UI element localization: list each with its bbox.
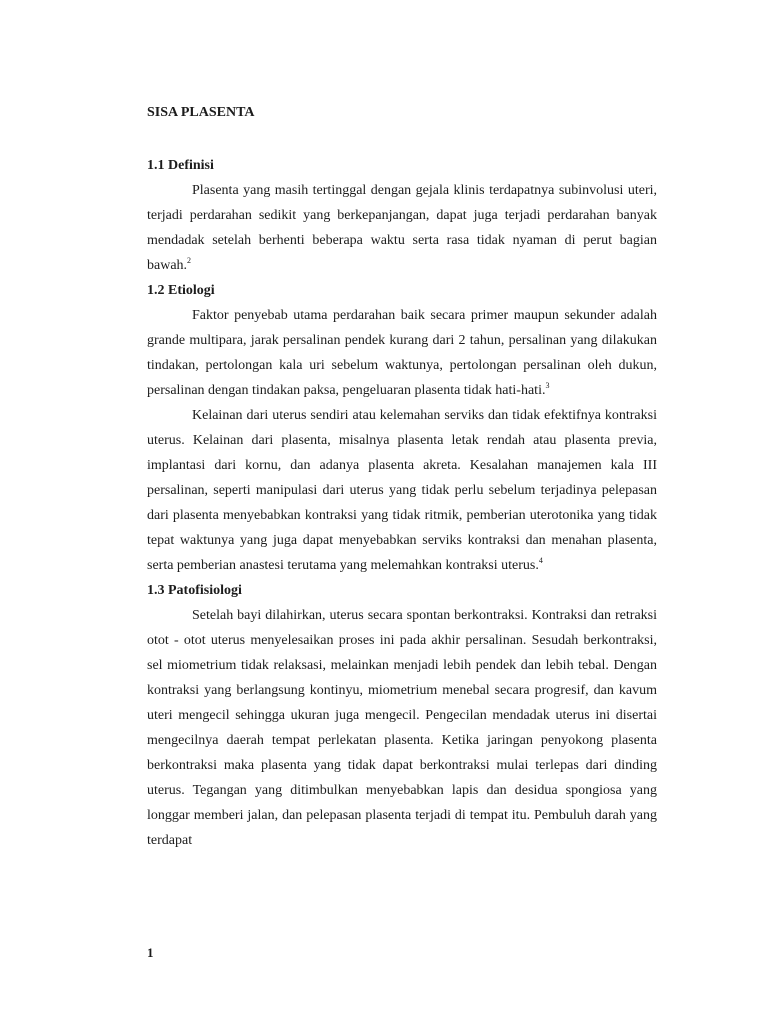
document-body	[147, 100, 657, 853]
paragraph	[147, 603, 657, 853]
paragraph-text: Faktor penyebab utama perdarahan baik secara primer maupun sekunder adalah grande multipara, jarak persalinan pendek kurang dari 2 tahun, persalinan yang dilakukan tindakan, pertolongan kala uri sebelum waktunya, pertolongan persalinan oleh dukun, persalinan dengan tindakan paksa, pengeluaran plasenta tidak hati-hati.	[147, 308, 657, 398]
footnote-ref: 3	[545, 381, 550, 390]
footnote-ref: 2	[187, 256, 192, 265]
section-heading: 1.2 Etiologi	[147, 283, 215, 298]
document-title: SISA PLASENTA	[147, 105, 255, 120]
paragraph-text: Plasenta yang masih tertinggal dengan gejala klinis terdapatnya subinvolusi uteri, terjadi perdarahan sedikit yang berkepanjangan, dapat juga terjadi perdarahan banyak mendadak setelah berhenti beberapa waktu serta rasa tidak nyaman di perut bagian bawah.	[147, 183, 657, 273]
section-patofisiologi	[147, 578, 657, 853]
paragraph	[147, 403, 657, 578]
section-etiologi	[147, 278, 657, 578]
paragraph-text: Kelainan dari uterus sendiri atau kelemahan serviks dan tidak efektifnya kontraksi uterus. Kelainan dari plasenta, misalnya plasenta letak rendah atau plasenta previa, implantasi dari kornu, dan adanya plasenta akreta. Kesalahan manajemen kala III persalinan, seperti manipulasi dari uterus yang tidak perlu sebelum terjadinya pelepasan dari plasenta menyebabkan kontraksi yang tidak ritmik, pemberian uterotonika yang tidak tepat waktunya yang juga dapat menyebabkan serviks kontraksi dan menahan plasenta, serta pemberian anastesi terutama yang melemahkan kontraksi uterus.	[147, 408, 657, 573]
paragraph	[147, 178, 657, 278]
paragraph	[147, 303, 657, 403]
section-heading: 1.1 Definisi	[147, 158, 214, 173]
section-definisi	[147, 153, 657, 278]
page-number: 1	[147, 945, 154, 960]
footnote-ref: 4	[538, 556, 543, 565]
section-heading: 1.3 Patofisiologi	[147, 583, 242, 598]
paragraph-text: Setelah bayi dilahirkan, uterus secara spontan berkontraksi. Kontraksi dan retraksi otot - otot uterus menyelesaikan proses ini pada akhir persalinan. Sesudah berkontraksi, sel miometrium tidak relaksasi, melainkan menjadi lebih pendek dan lebih tebal. Dengan kontraksi yang berlangsung kontinyu, miometrium menebal secara progresif, dan kavum uteri mengecil sehingga ukuran juga mengecil. Pengecilan mendadak uterus ini disertai mengecilnya daerah tempat perlekatan plasenta. Ketika jaringan penyokong plasenta berkontraksi maka plasenta yang tidak dapat berkontraksi mulai terlepas dari dinding uterus. Tegangan yang ditimbulkan menyebabkan lapis dan desidua spongiosa yang longgar memberi jalan, dan pelepasan plasenta terjadi di tempat itu. Pembuluh darah yang terdapat	[147, 608, 657, 848]
